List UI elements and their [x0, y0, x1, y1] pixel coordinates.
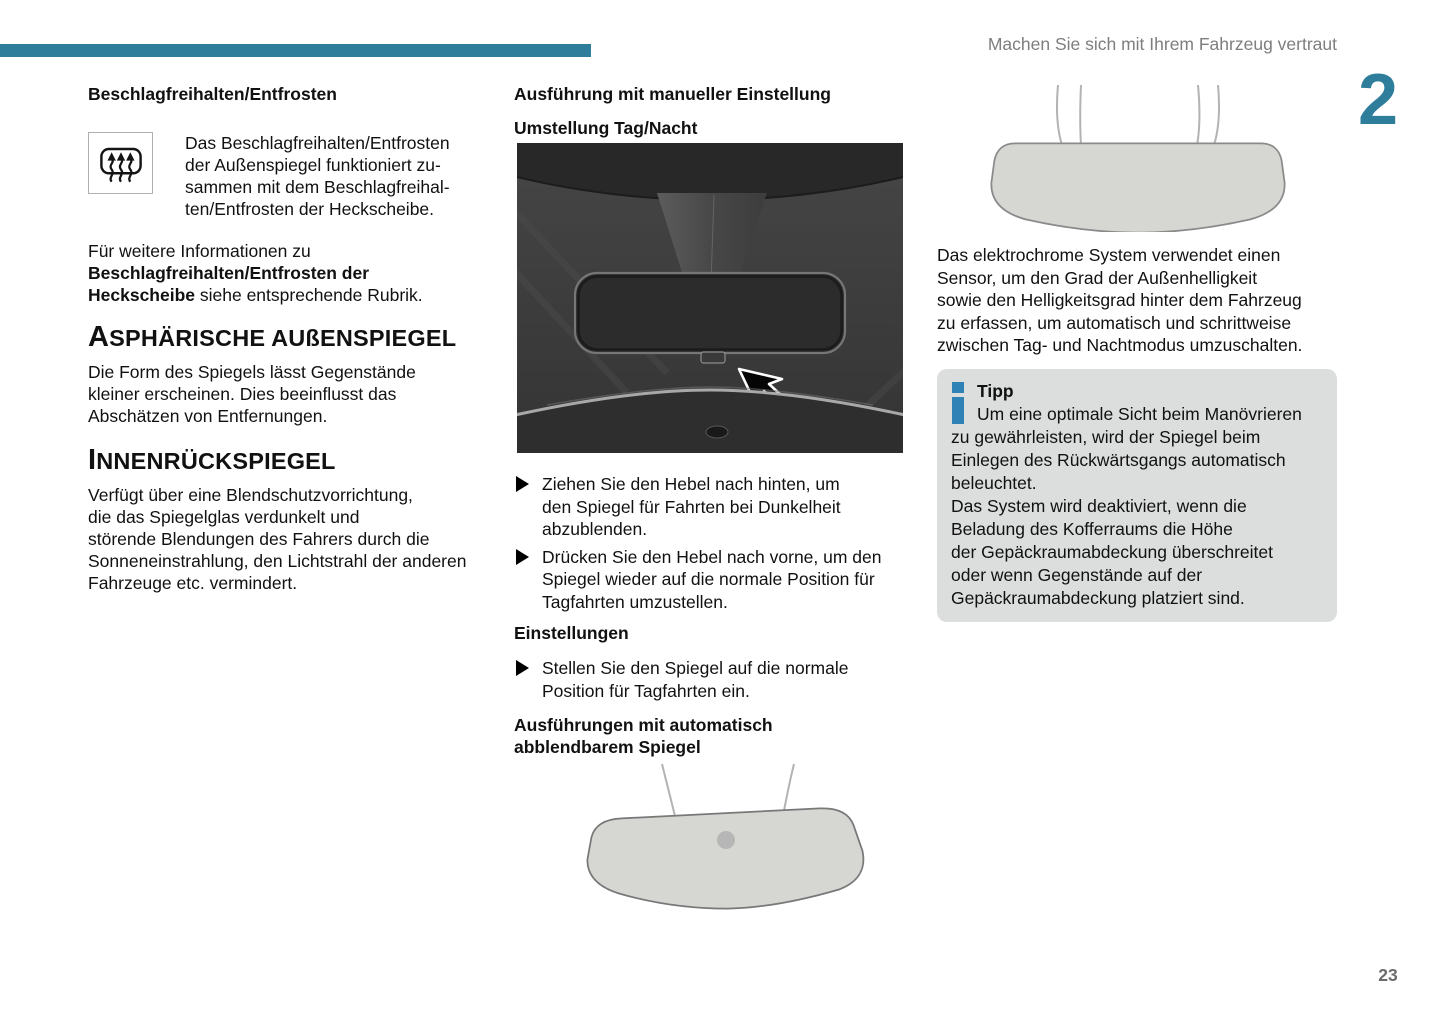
bullet-arrow-icon [516, 660, 529, 676]
tip-paragraph-1 [951, 403, 1323, 495]
text-line: Spiegel wieder auf die normale Position für [542, 569, 875, 589]
text-line: Beschlagfreihalten/Entfrosten der [88, 263, 370, 283]
text-line: störende Blendungen des Fahrers durch die [88, 529, 430, 549]
step-push-lever [514, 546, 906, 614]
page-number: 23 [1378, 965, 1398, 985]
step-text [542, 546, 882, 614]
text-line: Sonneneinstrahlung, den Lichtstrahl der anderen [88, 551, 467, 571]
step-text [542, 473, 841, 541]
bullet-arrow-icon [516, 476, 529, 492]
text-line: ten/Entfrosten der Heckscheibe. [185, 199, 435, 219]
info-icon [951, 382, 965, 424]
running-header: Machen Sie sich mit Ihrem Fahrzeug vertraut [987, 34, 1337, 54]
text-line: Heckscheibe siehe entsprechende Rubrik. [88, 285, 423, 305]
info-reference-paragraph [88, 240, 486, 306]
section-heading-aspheric-mirrors: ASPHÄRISCHE AUßENSPIEGEL [88, 321, 457, 353]
text-line: zwischen Tag- und Nachtmodus umzuschalten. [937, 335, 1303, 355]
text-line: Das Beschlagfreihalten/Entfrosten [185, 133, 450, 153]
defrost-icon-row [88, 132, 486, 220]
heading-line: abblendbarem Spiegel [514, 737, 701, 757]
text-line: oder wenn Gegenstände auf der [951, 564, 1203, 585]
step-set-mirror [514, 657, 906, 702]
auto-dimming-mirror-drawing [578, 760, 878, 910]
auto-dimming-mirror-image [578, 760, 878, 910]
text-line: Stellen Sie den Spiegel auf die normale [542, 658, 849, 678]
mirror-defrost-icon [88, 132, 153, 194]
chapter-number: 2 [1357, 60, 1399, 140]
text-line: Einlegen des Rückwärtsgangs automatisch [951, 449, 1286, 470]
text-line: Die Form des Spiegels lässt Gegenstände [88, 362, 416, 382]
text-line: abzublenden. [542, 519, 648, 539]
heading-day-night: Umstellung Tag/Nacht [514, 118, 698, 138]
text-line: den Spiegel für Fahrten bei Dunkelheit [542, 496, 841, 517]
bullet-arrow-icon [516, 549, 529, 565]
rearview-mirror-photo-image [517, 143, 903, 453]
text-line: zu gewährleisten, wird der Spiegel beim [951, 426, 1261, 447]
inner-mirror-paragraph [88, 484, 486, 594]
rearview-mirror-photo [517, 143, 903, 453]
section-heading-inner-mirror: INNENRÜCKSPIEGEL [88, 444, 336, 476]
text-line: Beladung des Kofferraums die Höhe [951, 518, 1233, 539]
middle-column [514, 84, 906, 910]
heading-settings: Einstellungen [514, 623, 629, 643]
text-line: Ziehen Sie den Hebel nach hinten, um [542, 474, 840, 494]
text-line: Position für Tagfahrten ein. [542, 680, 750, 701]
step-pull-lever [514, 473, 906, 541]
text-line: Das elektrochrome System verwendet einen [937, 245, 1281, 265]
text-line: sowie den Helligkeitsgrad hinter dem Fahrzeug [937, 290, 1302, 310]
text-line: Das System wird deaktiviert, wenn die [951, 495, 1247, 516]
heading-defrost: Beschlagfreihalten/Entfrosten [88, 84, 337, 104]
text-line: beleuchtet. [951, 472, 1037, 493]
tip-box [937, 369, 1337, 622]
aspheric-paragraph [88, 361, 486, 427]
text-line: sammen mit dem Beschlagfreihal- [185, 177, 450, 197]
text-line: Für weitere Informationen zu [88, 241, 311, 261]
text-line: zu erfassen, um automatisch und schrittweise [937, 312, 1292, 333]
left-column [88, 84, 486, 594]
text-line: kleiner erscheinen. Dies beeinflusst das [88, 384, 397, 404]
mirror-defrost-icon-glyph [93, 136, 149, 190]
text-line: Um eine optimale Sicht beim Manövrieren [977, 403, 1302, 424]
right-column [937, 84, 1337, 622]
heading-line: Ausführungen mit automatisch [514, 715, 773, 735]
text-line: Gepäckraumabdeckung platziert sind. [951, 587, 1245, 608]
text-line: Abschätzen von Entfernungen. [88, 406, 328, 426]
text-line: die das Spiegelglas verdunkelt und [88, 507, 360, 527]
tip-title: Tipp [977, 380, 1014, 401]
mirror-sensor-dot [717, 831, 735, 849]
electrochrome-paragraph [937, 244, 1337, 357]
electrochrome-mirror-image [985, 85, 1292, 232]
text-line: der Außenspiegel funktioniert zu- [185, 155, 441, 175]
heading-manual-version: Ausführung mit manueller Einstellung [514, 84, 831, 104]
defrost-paragraph [185, 132, 450, 220]
text-line: Tagfahrten umzustellen. [542, 591, 728, 612]
text-line: Sensor, um den Grad der Außenhelligkeit [937, 267, 1258, 288]
text-line: Drücken Sie den Hebel nach vorne, um den [542, 546, 882, 567]
text-line: der Gepäckraumabdeckung überschreitet [951, 541, 1273, 562]
heading-auto-dimming [514, 714, 906, 758]
electrochrome-mirror-drawing [985, 85, 1292, 232]
tip-paragraph-2 [951, 495, 1323, 610]
step-text [542, 657, 848, 702]
text-line: Fahrzeuge etc. vermindert. [88, 573, 298, 593]
accent-bar [0, 44, 591, 57]
text-line: Verfügt über eine Blendschutzvorrichtung, [88, 485, 413, 505]
